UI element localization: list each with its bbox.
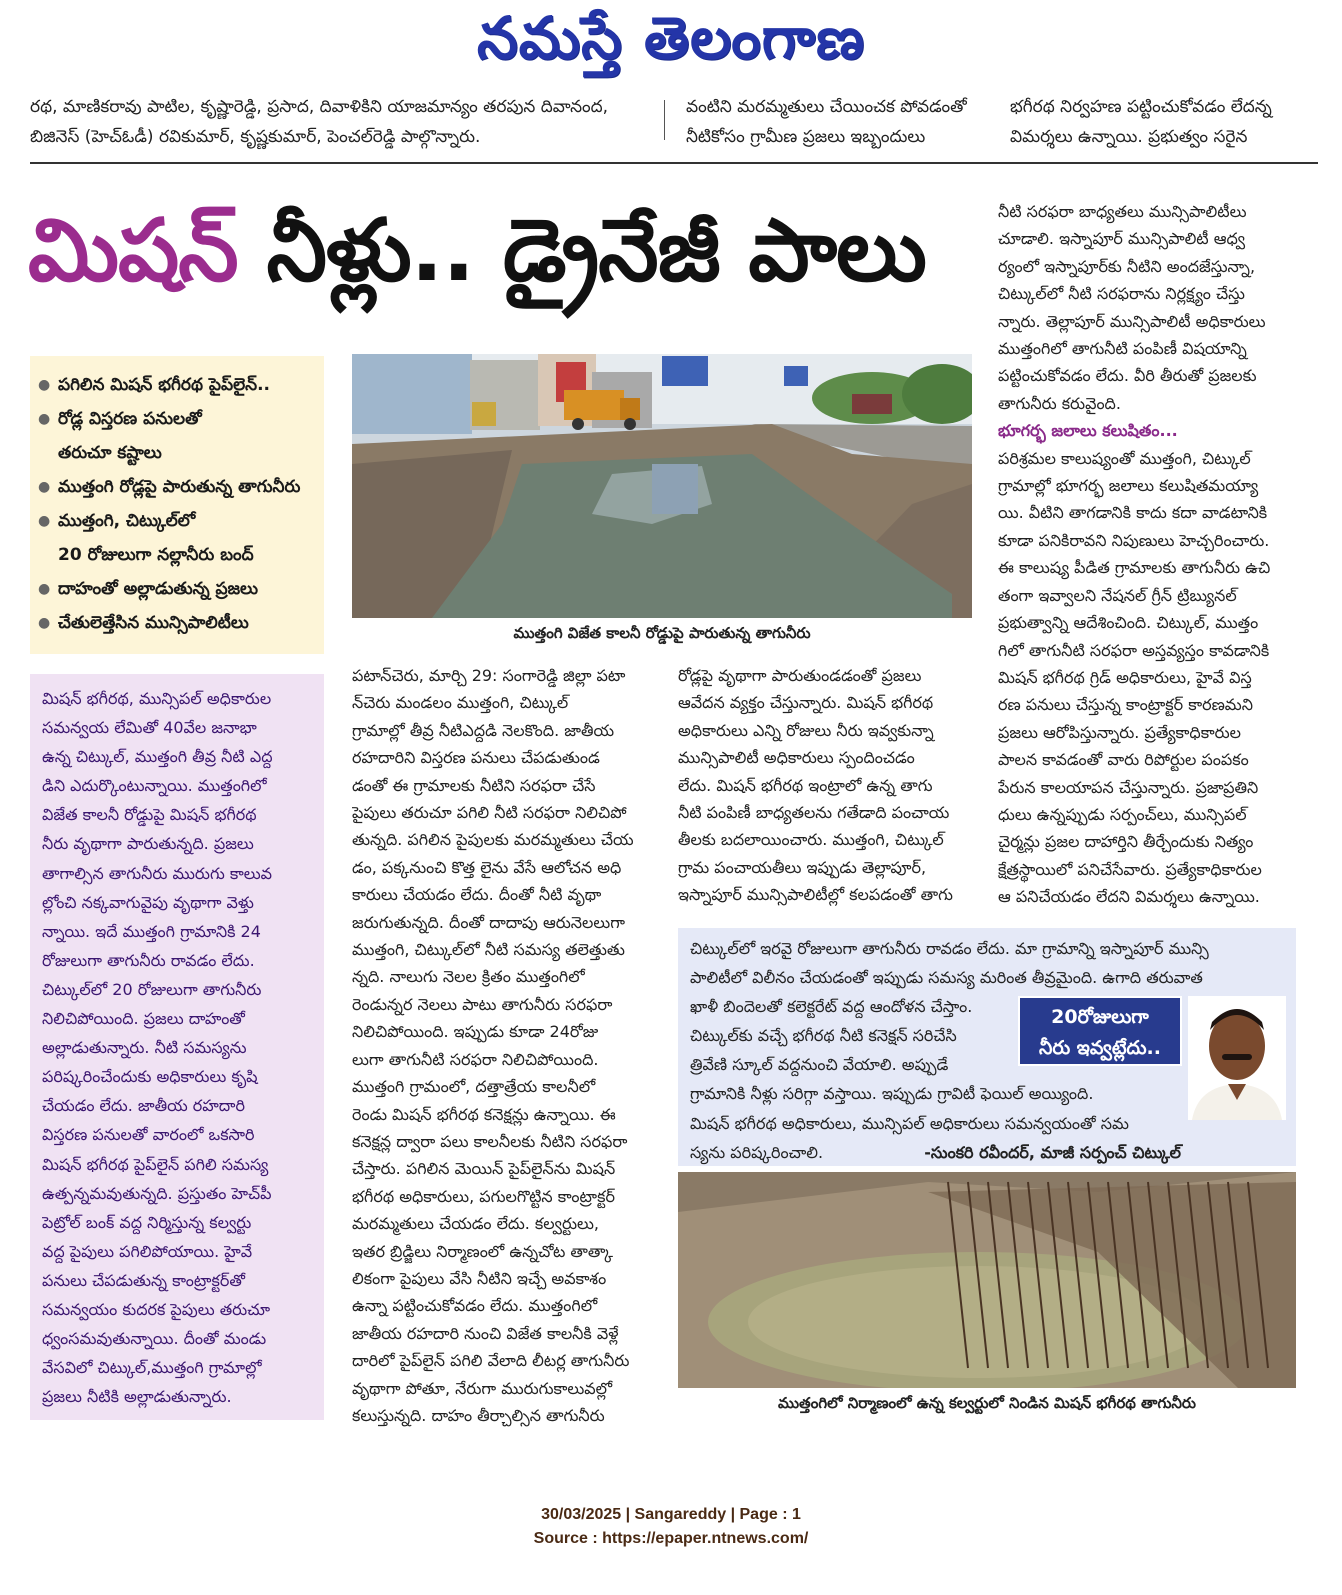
photo-caption: ముత్తంగిలో నిర్మాణంలో ఉన్న కల్వర్టులో నిండిన మిషన్ భగీరథ తాగునీరు [778,1394,1196,1412]
text-line: భగీరథ అధికారులు, పగులగొట్టిన కాంట్రాక్టర్ [352,1186,615,1206]
photo-culvert-water [678,1172,1296,1388]
text-line: లికంగా పైపులు వేసి నీటిని ఇచ్చే అవకాశం [352,1268,607,1288]
quote-line: త్రివేణి స్కూల్ వద్దనుంచి వేయాలి. అప్పుడే [690,1055,949,1075]
text-line: పరిష్కరించేందుకు అధికారులు కృషి [42,1067,258,1087]
text-line: రణ పనులు చేస్తున్న కాంట్రాక్టర్ కారణమని [998,695,1253,715]
text-line: కలుస్తున్నది. దాహం తీర్చాల్సిన తాగునీరు [352,1405,605,1425]
text-line: పటాన్‌చెరు, మార్చి 29: సంగారెడ్డి జిల్లా పటా [352,666,626,685]
text-line: ఆవేదన వ్యక్తం చేస్తున్నారు. మిషన్ భగీరథ [678,693,934,713]
highlight-item [38,470,316,504]
text-line: డంతో ఈ గ్రామాలకు నీటిని సరఫరా చేసే [352,775,596,795]
text-line: గ్రామాల్లో భూగర్భ జలాలు కలుషితమయ్యా [998,476,1259,496]
text-line: సమన్వయం కుదరక పైపులు తరుచూ [42,1299,271,1319]
text-line: జరుగుతున్నది. దీంతో దాదాపు ఆరునెలలుగా [352,912,625,932]
text-line: నిలిచిపోయింది. ప్రజలు దాహంతో [42,1009,245,1029]
text-line: ర్యంలో ఇస్నాపూర్‌కు నీటిని అందజేస్తున్నా, [998,256,1256,276]
prev-left-line-2: బిజినెస్ (హెచ్ఓడీ) రవికుమార్, కృష్ణకుమార్, పెంచల్‌రెడ్డి పాల్గొన్నారు. [30,127,481,147]
text-line: కారులు చేయడం లేదు. దీంతో నీటి వృథా [352,885,602,905]
headline-accent: మిషన్ [28,201,238,301]
highlights-box [30,356,324,654]
highlight-item [38,606,316,640]
highlight-item [38,402,316,470]
text-line: చేస్తారు. పగిలిన మెయిన్ పైప్‌లైన్‌ను మిషన్ [352,1159,616,1179]
footer-source: Source : https://epaper.ntnews.com/ [533,1530,809,1547]
text-line: తీలకు బదలాయించారు. ముత్తంగి, చిట్కుల్ [678,830,944,850]
text-line: వద్ద పైపులు పగిలిపోయాయి. హైవే [42,1241,253,1261]
text-line: పరిశ్రమల కాలుష్యంతో ముత్తంగి, చిట్కుల్ [998,448,1251,468]
text-line: క్షేత్రస్థాయిలో పనిచేసేవారు. ప్రత్యేకాధికారుల [998,859,1262,879]
text-line: దారిలో పైప్‌లైన్ పగిలి వేలాది లీటర్ల తాగునీరు [352,1351,630,1371]
text-line: నిలిచిపోయింది. ఇప్పుడు కూడా 24రోజు [352,1022,599,1042]
article-column-3 [998,198,1298,918]
text-line: మిషన్ భగీరథ గ్రిడ్ అధికారులు, హైవే విస్త [998,667,1252,687]
quote-line: మిషన్ భగీరథ అధికారులు, మున్సిపల్ అధికారులు సమన్వయంతో సమ [690,1113,1129,1133]
quote-label-line-1: 20రోజులుగా [1051,1006,1149,1028]
text-line: వృథాగా పోతూ, నేరుగా మురుగుకాలువల్లో [352,1378,613,1398]
text-line: ఆ పనిచేయడం లేదని విమర్శలు ఉన్నాయి. [998,887,1260,907]
bullet-icon: ● [38,411,51,427]
prev-mid-line-1: వంటిని మరమ్మతులు చేయించక పోవడంతో [686,97,967,117]
highlight-text: ముత్తంగి రోడ్లపై పారుతున్న తాగునీరు [58,477,301,497]
text-line: పాలన కావడంతో వారు రిపోర్టుల పంపకం [998,750,1249,770]
headline [28,196,978,306]
text-line: రెండున్నర నెలలు పాటు తాగునీరు సరఫరా [352,994,613,1014]
text-line: న్‌చెరు మండలం ముత్తంగి, చిట్కుల్ [352,693,569,713]
quote-line: చిట్కుల్‌లో ఇరవై రోజులుగా తాగునీరు రావడం లేదు. మా గ్రామాన్ని ఇస్నాపూర్ మున్సి [690,939,1209,958]
text-line: ముత్తంగి, చిట్కుల్‌లో నీటి సమస్య తలెత్తుతు [352,940,625,960]
bullet-icon: ● [38,479,51,495]
text-line: అధికారులు ఎన్ని రోజులు నీరు ఇవ్వకున్నా [678,720,934,740]
headline-rest: నీళ్లు.. డ్రైనేజీ పాలు [237,201,926,301]
text-line: ధులు ఉన్నప్పుడు సర్పంచ్‌లు, మున్సిపల్ [998,804,1247,824]
text-line: అల్లాడుతున్నారు. నీటి సమస్యను [42,1038,247,1058]
text-line: ఉత్పన్నమవుతున్నది. ప్రస్తుతం హెచ్‌పీ [42,1183,272,1203]
quote-line: గ్రామానికి నీళ్లు సరిగ్గా వస్తాయి. ఇప్పుడు గ్రావిటీ ఫెయిల్ అయ్యింది. [690,1084,1094,1104]
text-line: ప్రజలు నీటికి అల్లాడుతున్నారు. [42,1387,232,1407]
quote-line: ఖాళీ బిందెలతో కలెక్టరేట్ వద్ద ఆందోళన చేస్తాం. [690,997,973,1017]
text-line: మిషన్ భగీరథ పైప్‌లైన్ పగిలి సమస్య [42,1154,269,1174]
prev-article-left [30,92,660,152]
text-line: పనులు చేపడుతున్న కాంట్రాక్టర్‌తో [42,1270,245,1290]
highlight-text: ముత్తంగి, చిట్కుల్‌లో 20 రోజులుగా నల్లానీరు బంద్ [58,511,254,565]
quote-line: చిట్కుల్‌కు వచ్చే భగీరథ నీటి కనెక్షన్ సరిచేసి [690,1026,957,1046]
text-line: రోడ్లపై వృథాగా పారుతుండడంతో ప్రజలు [678,666,922,685]
quote-line: పాలిటీలో విలీనం చేయడంతో ఇప్పుడు సమస్య మరింత తీవ్రమైంది. ఉగాది తరువాత [690,968,1203,988]
highlight-item [38,572,316,606]
text-line: ఉన్న చిట్కుల్, ముత్తంగి తీవ్ర నీటి ఎద్ద [42,747,273,767]
bullet-icon: ● [38,581,51,597]
text-line: తంగా ఇవ్వాలని నేషనల్ గ్రీన్ ట్రిబ్యునల్ [998,585,1237,605]
text-line: లుగా తాగునీటి సరఫరా నిలిచిపోయింది. [352,1049,599,1069]
quote-line-last [690,1138,1186,1166]
text-line: చేయడం లేదు. జాతీయ రహదారి [42,1096,245,1116]
bullet-icon: ● [38,513,51,529]
text-line: ప్రజలు ఆరోపిస్తున్నారు. ప్రత్యేకాధికారుల [998,722,1241,742]
text-line: విజేత కాలనీ రోడ్డుపై మిషన్ భగీరథ [42,805,257,825]
prev-mid-line-2: నీటికోసం గ్రామీణ ప్రజలు ఇబ్బందులు [686,127,926,147]
text-line: చైర్మన్లు ప్రజల దాహార్తిని తీర్చేందుకు నిత్యం [998,832,1254,852]
masthead-logo: నమస్తే తెలంగాణ [477,4,865,72]
text-line: పేరున కాలయాపన చేస్తున్నారు. ప్రజాప్రతిని [998,777,1259,797]
text-line: డిని ఎదుర్కొంటున్నాయి. ముత్తంగిలో [42,776,267,796]
text-line: న్నాయి. ఇదే ముత్తంగి గ్రామానికి 24 [42,921,261,941]
column-divider [664,100,665,140]
text-line: ఉన్నా పట్టించుకోవడం లేదు. ముత్తంగిలో [352,1296,598,1316]
portrait-photo [1188,996,1286,1120]
quote-label-badge [1018,996,1182,1066]
bullet-icon: ● [38,615,51,631]
text-line: గ్రామ పంచాయతీలు ఇప్పుడు తెల్లాపూర్, [678,857,927,877]
text-line: నీటి పంపిణీ బాధ్యతలను గతేడాది పంచాయ [678,803,950,823]
photo-road-water [352,354,972,618]
text-line: చిట్కుల్‌లో 20 రోజులుగా తాగునీరు [42,979,262,999]
text-line: న్నది. నాలుగు నెలల క్రితం ముత్తంగిలో [352,967,585,987]
highlight-text: పగిలిన మిషన్ భగీరథ పైప్‌లైన్.. [58,375,271,395]
text-line: గ్రామాల్లో తీవ్ర నీటిఎద్దడి నెలకొంది. జాతీయ [352,720,615,740]
text-line: జాతీయ రహదారి నుంచి విజేత కాలనీకి వెళ్లే [352,1323,619,1343]
text-line: గిలో తాగునీటి సరఫరా అస్తవ్యస్తం కావడానికి [998,640,1270,660]
footer-date-page: 30/03/2025 | Sangareddy | Page : 1 [541,1506,801,1523]
text-line: కూడా పనికిరావని నిపుణులు హెచ్చరించారు. [998,530,1270,550]
prev-article-right [1010,92,1310,152]
text-line: డం, పక్కనుంచి కొత్త లైను వేసే ఆలోచన అధి [352,857,622,877]
quote-text: స్యను పరిష్కరించాలి. [690,1142,824,1162]
bullet-icon: ● [38,377,51,393]
text-line: ముత్తంగిలో తాగునీటి పంపిణీ విషయాన్ని [998,339,1247,359]
text-line: ఇస్నాపూర్ మున్సిపాలిటీల్లో కలపడంతో తాగు [678,885,953,905]
text-line: ఇతర బ్రిడ్జిలు నిర్మాణంలో ఉన్నచోట తాత్కా [352,1241,614,1261]
text-line: నీరు వృథాగా పారుతున్నది. ప్రజలు [42,834,254,854]
quote-label-line-2: నీరు ఇవ్వట్లేదు.. [1039,1037,1161,1059]
text-line: సమన్వయ లేమితో 40వేల జనాభా [42,718,257,738]
article-column-1 [352,662,652,1432]
text-line: ల్లోంచి నక్కవాగువైపు వృథాగా వెళ్తు [42,892,254,912]
highlight-item [38,368,316,402]
text-line: చిట్కుల్‌లో నీటి సరఫరాను నిర్లక్ష్యం చేస్తు [998,284,1245,304]
text-line: తాగునీరు కరువైంది. [998,393,1121,413]
highlight-text: రోడ్ల విస్తరణ పనులతో తరుచూ కష్టాలు [58,409,202,463]
highlight-item [38,504,316,572]
prev-right-line-1: భగీరథ నిర్వహణ పట్టించుకోవడం లేదన్న [1010,97,1272,117]
prev-left-line-1: రథ, మాణికరావు పాటిల, కృష్ణారెడ్డి, ప్రసాద, దివాళికిని యాజమాన్యం తరపున దివానంద, [30,97,609,117]
text-line: ధ్వంసమవుతున్నాయి. దీంతో మండు [42,1329,267,1349]
text-line: రెండు మిషన్ భగీరథ కనెక్షన్లు ఉన్నాయి. ఈ [352,1104,616,1124]
text-line: తున్నది. పగిలిన పైపులకు మరమ్మతులు చేయ [352,830,634,850]
highlight-text: దాహంతో అల్లాడుతున్న ప్రజలు [58,579,258,599]
prev-article-mid [686,92,986,152]
text-line: పైపులు తరుచూ పగిలి నీటి సరఫరా నిలిచిపో [352,803,627,823]
text-line: నీటి సరఫరా బాధ్యతలు మున్సిపాలిటీలు [998,202,1247,221]
text-line: మరమ్మతులు చేయడం లేదు. కల్వర్టులు, [352,1214,599,1234]
text-line: ముత్తంగి గ్రామంలో, దత్తాత్రేయ కాలనీలో [352,1077,596,1097]
text-line: రోజులుగా తాగునీరు రావడం లేదు. [42,950,255,970]
text-line: యి. వీటిని తాగడానికి కాదు కదా వాడటానికి [998,503,1268,523]
text-line: చూడాలి. ఇస్నాపూర్ మున్సిపాలిటీ ఆధ్వ [998,229,1246,249]
text-line: ప్రభుత్వాన్ని ఆదేశించింది. చిట్కుల్, ముత్తం [998,613,1259,633]
text-line: విస్తరణ పనులతో వారంలో ఒకసారి [42,1125,255,1145]
text-line: వేసవిలో చిట్కుల్,ముత్తంగి గ్రామాల్లో [42,1358,262,1378]
quote-attribution: -సుంకరి రవీందర్, మాజీ సర్పంచ్ చిట్కుల్ [924,1142,1181,1162]
text-line: లేదు. మిషన్ భగీరథ ఇంట్రాలో ఉన్న తాగు [678,775,933,795]
section-divider [30,162,1318,164]
subheading: భూగర్భ జలాలు కలుషితం... [998,421,1178,441]
text-line: పెట్రోల్ బంక్ వద్ద నిర్మిస్తున్న కల్వర్టు [42,1212,252,1232]
photo-caption: ముత్తంగి విజేత కాలనీ రోడ్డుపై పారుతున్న తాగునీరు [513,624,811,642]
text-line: మున్సిపాలిటీ అధికారులు స్పందించడం [678,748,915,768]
text-line: పట్టించుకోవడం లేదు. వీరి తీరుతో ప్రజలకు [998,366,1257,386]
text-line: న్నారు. తెల్లాపూర్ మున్సిపాలిటీ అధికారులు [998,311,1266,331]
text-line: తాగాల్సిన తాగునీరు మురుగు కాలువ [42,863,273,883]
text-line: కనెక్షన్ల ద్వారా పలు కాలనీలకు నీటిని సరఫరా [352,1131,628,1151]
sidebar-summary-box [30,674,324,1420]
text-line: రహదారిని విస్తరణ పనులు చేపడుతుండ [352,748,600,768]
text-line: ఈ కాలుష్య పీడిత గ్రామాలకు తాగునీరు ఉచి [998,558,1271,578]
prev-right-line-2: విమర్శలు ఉన్నాయి. ప్రభుత్వం సరైన [1010,127,1248,147]
text-line: మిషన్ భగీరథ, మున్సిపల్ అధికారుల [42,689,272,708]
highlight-text: చేతులెత్తేసిన మున్సిపాలిటీలు [58,613,249,633]
article-column-2 [678,662,974,912]
